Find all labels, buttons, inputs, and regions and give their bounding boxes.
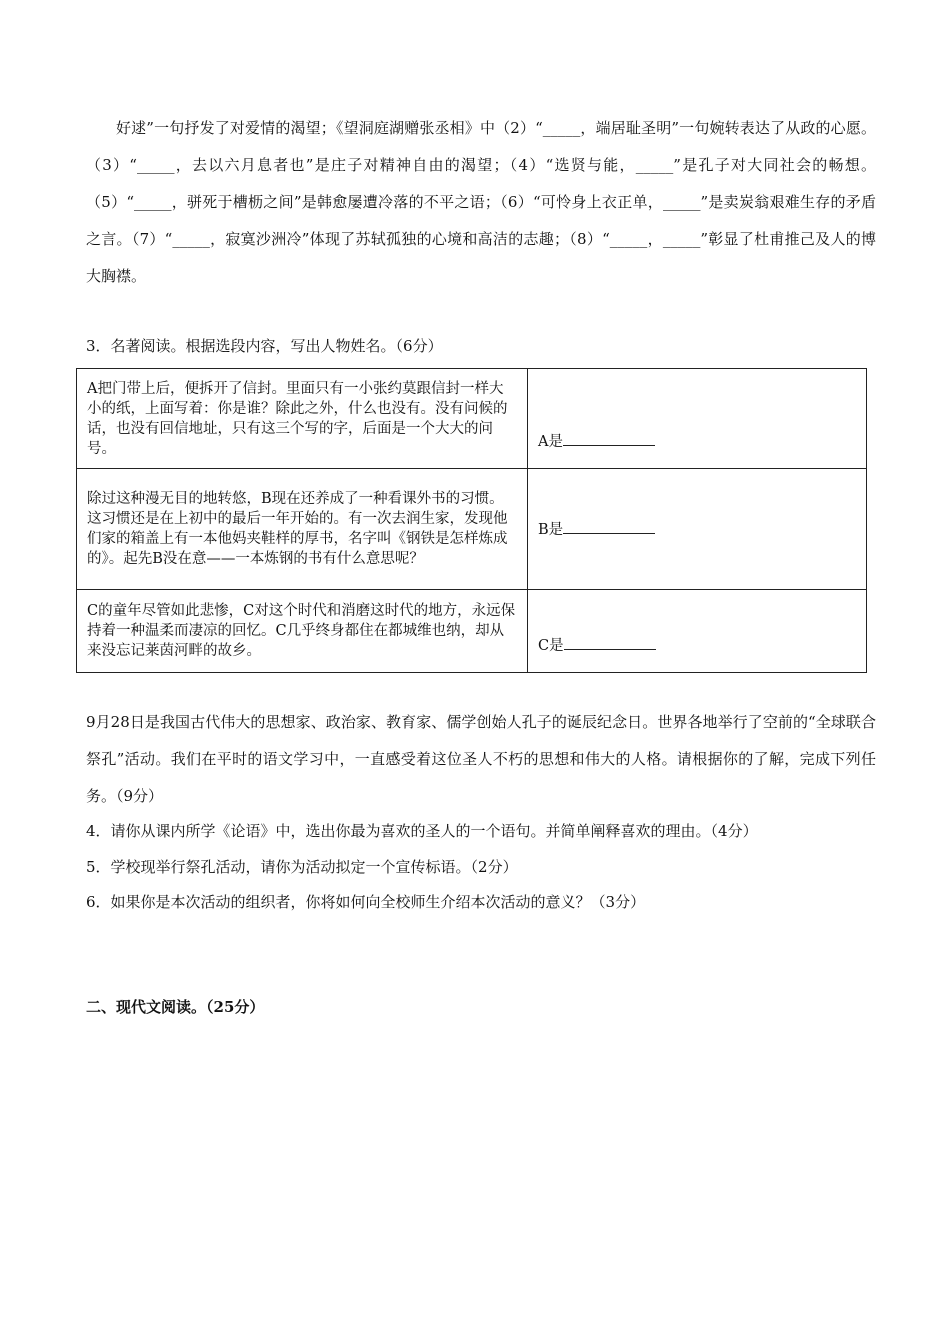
task-5: 5．学校现举行祭孔活动，请你为活动拟定一个宣传标语。（2分） bbox=[86, 858, 518, 876]
task-4: 4．请你从课内所学《论语》中，选出你最为喜欢的圣人的一个语句。并简单阐释喜欢的理由。（4分） bbox=[86, 822, 758, 840]
context-paragraph: 9月28日是我国古代伟大的思想家、政治家、教育家、儒学创始人孔子的诞辰纪念日。世界各地举行了空前的“全球联合祭孔”活动。我们在平时的语文学习中，一直感受着这位圣人不朽的思想和伟大的人格。请根据你的了解，完成下列任务。（9分） bbox=[86, 713, 876, 805]
answer-blank-c[interactable] bbox=[564, 635, 656, 650]
passage-c: C的童年尽管如此悲惨，C对这个时代和消磨这时代的地方，永远保持着一种温柔而凄凉的回忆。C几乎终身都住在都城维也纳，却从来没忘记莱茵河畔的故乡。 bbox=[77, 590, 528, 673]
table-row bbox=[77, 369, 867, 469]
answer-cell-c bbox=[528, 590, 867, 673]
task-6: 6．如果你是本次活动的组织者，你将如何向全校师生介绍本次活动的意义？（3分） bbox=[86, 893, 646, 911]
question-3-heading: 3．名著阅读。根据选段内容，写出人物姓名。（6分） bbox=[86, 337, 443, 355]
intro-paragraph: 好逑”一句抒发了对爱情的渴望；《望洞庭湖赠张丞相》中（2）“_____，端居耻圣明”一句婉转表达了从政的心愿。（3）“_____，去以六月息者也”是庄子对精神自由的渴望；（4）“选贤与能，_____”是孔子对大同社会的畅想。（5）“_____，骈死于槽枥之间”是韩愈屡遭冷落的不平之语；（6）“可怜身上衣正单，_____”是卖炭翁艰难生存的矛盾之言。（7）“_____，寂寞沙洲冷”体现了苏轼孤独的心境和高洁的志趣；（8）“_____，_____”彰显了杜甫推己及人的博大胸襟。 bbox=[86, 119, 876, 285]
answer-cell-b bbox=[528, 469, 867, 590]
answer-label-a: A是 bbox=[538, 434, 563, 450]
answer-label-b: B是 bbox=[538, 521, 564, 538]
table-row bbox=[77, 590, 867, 673]
answer-blank-b[interactable] bbox=[563, 519, 655, 534]
passage-a: A把门带上后，便拆开了信封。里面只有一小张约莫跟信封一样大小的纸，上面写着：你是谁？除此之外，什么也没有。没有问候的话，也没有回信地址，只有这三个写的字，后面是一个大大的问号。 bbox=[77, 369, 528, 469]
answer-label-c: C是 bbox=[538, 638, 564, 654]
answer-cell-a bbox=[528, 369, 867, 469]
passage-b: 除过这种漫无目的地转悠，B现在还养成了一种看课外书的习惯。这习惯还是在上初中的最后一年开始的。有一次去润生家，发现他们家的箱盖上有一本他妈夹鞋样的厚书，名字叫《钢铁是怎样炼成的》。起先B没在意——一本炼钢的书有什么意思呢？ bbox=[77, 469, 528, 590]
table-row bbox=[77, 469, 867, 590]
answer-blank-a[interactable] bbox=[563, 431, 655, 446]
reading-table bbox=[76, 368, 867, 673]
section-heading: 二、现代文阅读。（25分） bbox=[86, 998, 265, 1016]
